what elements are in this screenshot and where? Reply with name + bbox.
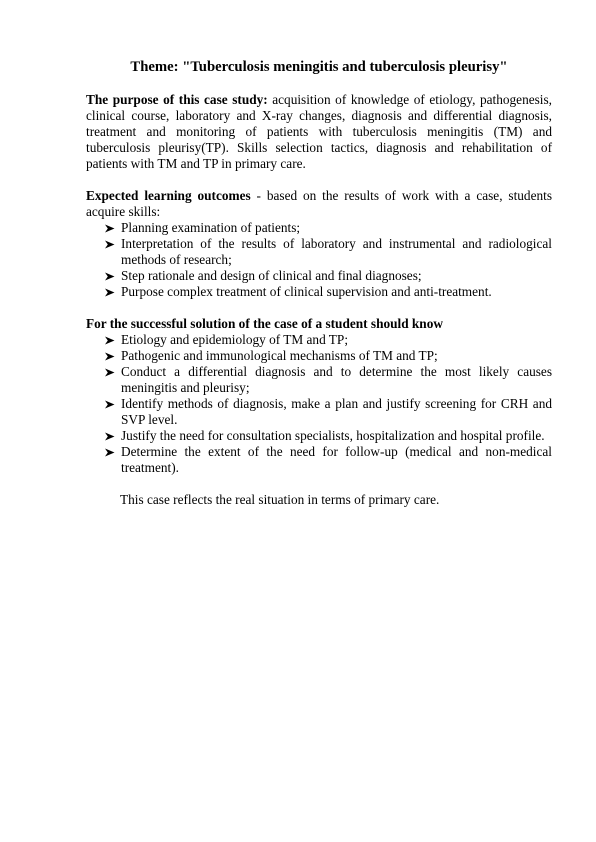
list-item xyxy=(104,364,552,396)
arrowhead-bullet-icon xyxy=(104,272,115,281)
purpose-paragraph xyxy=(86,92,552,172)
list-item-text: Conduct a differential diagnosis and to determine the most likely causes meningitis and pleurisy; xyxy=(121,364,552,395)
list-item-text: Pathogenic and immunological mechanisms of TM and TP; xyxy=(121,348,438,363)
list-item xyxy=(104,220,552,236)
outcomes-paragraph xyxy=(86,188,552,220)
arrowhead-bullet-icon xyxy=(104,448,115,457)
list-item xyxy=(104,332,552,348)
closing-paragraph: This case reflects the real situation in terms of primary care. xyxy=(120,492,440,507)
page-title: Theme: "Tuberculosis meningitis and tuberculosis pleurisy" xyxy=(130,59,508,75)
list-item-text: Etiology and epidemiology of TM and TP; xyxy=(121,332,349,347)
list-item xyxy=(104,284,552,300)
know-list xyxy=(86,332,552,476)
outcomes-label: Expected learning outcomes xyxy=(86,188,251,203)
arrowhead-bullet-icon xyxy=(104,240,115,249)
list-item-text: Planning examination of patients; xyxy=(121,220,301,235)
list-item-text: Step rationale and design of clinical and final diagnoses; xyxy=(121,268,422,283)
list-item xyxy=(104,428,552,444)
list-item xyxy=(104,444,552,476)
list-item-text: Identify methods of diagnosis, make a plan and justify screening for CRH and SVP level. xyxy=(121,396,552,427)
list-item xyxy=(104,396,552,428)
list-item-text: Justify the need for consultation specialists, hospitalization and hospital profile. xyxy=(121,428,545,443)
outcomes-text: - based on the results of work with a case, students acquire skills: xyxy=(86,188,552,219)
arrowhead-bullet-icon xyxy=(104,400,115,409)
spacer xyxy=(86,300,552,316)
purpose-label: The purpose of this case study: xyxy=(86,92,268,107)
arrowhead-bullet-icon xyxy=(104,288,115,297)
list-item xyxy=(104,268,552,284)
list-item xyxy=(104,348,552,364)
arrowhead-bullet-icon xyxy=(104,368,115,377)
arrowhead-bullet-icon xyxy=(104,432,115,441)
outcomes-list xyxy=(86,220,552,300)
purpose-text: acquisition of knowledge of etiology, pathogenesis, clinical course, laboratory and X-ray changes, diagnosis and differential diagnosis, treatment and monitoring of patients with tuberculosis meningitis (TM) and tuberculosis pleurisy(TP). Skills selection tactics, diagnosis and rehabilitation of patients with TM and TP in primary care. xyxy=(86,92,552,171)
arrowhead-bullet-icon xyxy=(104,352,115,361)
list-item xyxy=(104,236,552,268)
document-page xyxy=(86,58,552,508)
arrowhead-bullet-icon xyxy=(104,336,115,345)
spacer xyxy=(86,172,552,188)
know-heading: For the successful solution of the case of a student should know xyxy=(86,316,443,331)
list-item-text: Purpose complex treatment of clinical supervision and anti-treatment. xyxy=(121,284,492,299)
list-item-text: Interpretation of the results of laboratory and instrumental and radiological methods of research; xyxy=(121,236,552,267)
spacer xyxy=(86,476,552,492)
list-item-text: Determine the extent of the need for follow-up (medical and non-medical treatment). xyxy=(121,444,552,475)
arrowhead-bullet-icon xyxy=(104,224,115,233)
